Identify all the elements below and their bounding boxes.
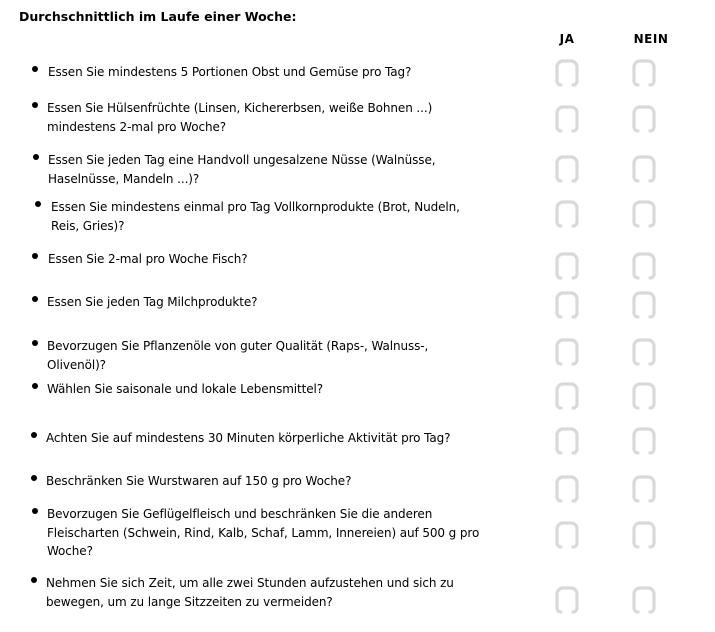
radio-ring-icon <box>553 251 581 281</box>
question-text-line: bewegen, um zu lange Sitzzeiten zu vermeiden? <box>46 594 333 609</box>
page-title: Durchschnittlich im Laufe einer Woche: <box>19 9 297 24</box>
bullet-icon <box>32 508 38 514</box>
bullet-icon <box>32 340 38 346</box>
radio-ja[interactable] <box>553 154 581 184</box>
question-text-line: Bevorzugen Sie Pflanzenöle von guter Qualität (Raps-, Walnuss-, <box>47 339 429 353</box>
radio-ja[interactable] <box>553 585 581 615</box>
radio-ring-icon <box>630 104 658 134</box>
radio-ja[interactable] <box>553 520 581 550</box>
bullet-icon <box>31 577 37 583</box>
bullet-icon <box>32 66 38 72</box>
radio-nein[interactable] <box>630 154 658 184</box>
question-text-line: Essen Sie mindestens 5 Portionen Obst und Gemüse pro Tag? <box>48 65 412 79</box>
question-text-line: Fleischarten (Schwein, Rind, Kalb, Schaf, Lamm, Innereien) auf 500 g pro <box>47 525 480 540</box>
radio-ja[interactable] <box>553 104 581 134</box>
question-text-line: Beschränken Sie Wurstwaren auf 150 g pro Woche? <box>46 474 352 488</box>
radio-ring-icon <box>630 520 658 550</box>
radio-ring-icon <box>630 154 658 184</box>
question-text <box>48 250 248 269</box>
column-header-ja: JA <box>559 32 575 46</box>
question-text-line: Haselnüsse, Mandeln ...)? <box>48 171 200 186</box>
radio-nein[interactable] <box>630 58 658 88</box>
question-text-line: mindestens 2-mal pro Woche? <box>47 119 226 134</box>
question-text <box>46 429 450 448</box>
radio-ring-icon <box>630 199 658 229</box>
question-text-line: Essen Sie mindestens einmal pro Tag Vollkornprodukte (Brot, Nudeln, <box>51 200 460 214</box>
bullet-icon <box>33 154 39 160</box>
radio-ring-icon <box>553 58 581 88</box>
column-header-nein: NEIN <box>633 32 669 46</box>
radio-ring-icon <box>630 474 658 504</box>
radio-ja[interactable] <box>553 251 581 281</box>
radio-nein[interactable] <box>630 251 658 281</box>
question-text <box>46 472 351 491</box>
radio-ja[interactable] <box>553 199 581 229</box>
radio-ja[interactable] <box>553 290 581 320</box>
radio-ring-icon <box>630 290 658 320</box>
question-text-line: Nehmen Sie sich Zeit, um alle zwei Stunden aufzustehen und sich zu <box>46 576 454 590</box>
radio-ja[interactable] <box>553 426 581 456</box>
question-text-line: Essen Sie jeden Tag eine Handvoll ungesalzene Nüsse (Walnüsse, <box>48 153 436 167</box>
radio-ring-icon <box>553 426 581 456</box>
radio-ja[interactable] <box>553 474 581 504</box>
radio-nein[interactable] <box>630 104 658 134</box>
radio-ring-icon <box>553 337 581 367</box>
radio-ring-icon <box>553 520 581 550</box>
radio-nein[interactable] <box>630 474 658 504</box>
radio-nein[interactable] <box>630 290 658 320</box>
radio-ring-icon <box>553 474 581 504</box>
bullet-icon <box>32 253 38 259</box>
question-text <box>51 198 460 235</box>
bullet-icon <box>32 102 38 108</box>
radio-ring-icon <box>630 251 658 281</box>
question-text <box>47 505 479 561</box>
bullet-icon <box>35 201 41 207</box>
bullet-icon <box>31 432 37 438</box>
radio-ja[interactable] <box>553 337 581 367</box>
bullet-icon <box>32 296 38 302</box>
question-text <box>48 63 411 82</box>
radio-nein[interactable] <box>630 520 658 550</box>
question-text-line: Essen Sie jeden Tag Milchprodukte? <box>47 295 258 309</box>
bullet-icon <box>31 475 37 481</box>
question-text <box>48 151 435 188</box>
question-text-line: Olivenöl)? <box>47 357 106 372</box>
radio-ring-icon <box>630 585 658 615</box>
question-text-line: Wählen Sie saisonale und lokale Lebensmittel? <box>47 382 324 396</box>
radio-ja[interactable] <box>553 381 581 411</box>
question-text-line: Achten Sie auf mindestens 30 Minuten körperliche Aktivität pro Tag? <box>46 431 451 445</box>
question-text-line: Essen Sie Hülsenfrüchte (Linsen, Kichererbsen, weiße Bohnen ...) <box>47 101 433 115</box>
question-text-line: Essen Sie 2-mal pro Woche Fisch? <box>48 252 248 266</box>
question-text <box>47 380 323 399</box>
question-text-line: Reis, Gries)? <box>51 218 125 233</box>
question-text <box>47 293 257 312</box>
radio-ring-icon <box>553 154 581 184</box>
question-text <box>47 337 428 374</box>
radio-ring-icon <box>553 585 581 615</box>
radio-nein[interactable] <box>630 426 658 456</box>
question-text <box>46 574 454 611</box>
question-text-line: Woche? <box>47 544 93 558</box>
radio-ring-icon <box>553 290 581 320</box>
radio-ring-icon <box>630 426 658 456</box>
radio-nein[interactable] <box>630 381 658 411</box>
radio-ja[interactable] <box>553 58 581 88</box>
radio-ring-icon <box>630 337 658 367</box>
radio-ring-icon <box>553 381 581 411</box>
radio-ring-icon <box>553 104 581 134</box>
radio-ring-icon <box>630 381 658 411</box>
radio-ring-icon <box>553 199 581 229</box>
radio-ring-icon <box>630 58 658 88</box>
question-text <box>47 99 432 136</box>
radio-nein[interactable] <box>630 199 658 229</box>
question-text-line: Bevorzugen Sie Geflügelfleisch und beschränken Sie die anderen <box>47 507 433 521</box>
radio-nein[interactable] <box>630 585 658 615</box>
bullet-icon <box>32 383 38 389</box>
radio-nein[interactable] <box>630 337 658 367</box>
